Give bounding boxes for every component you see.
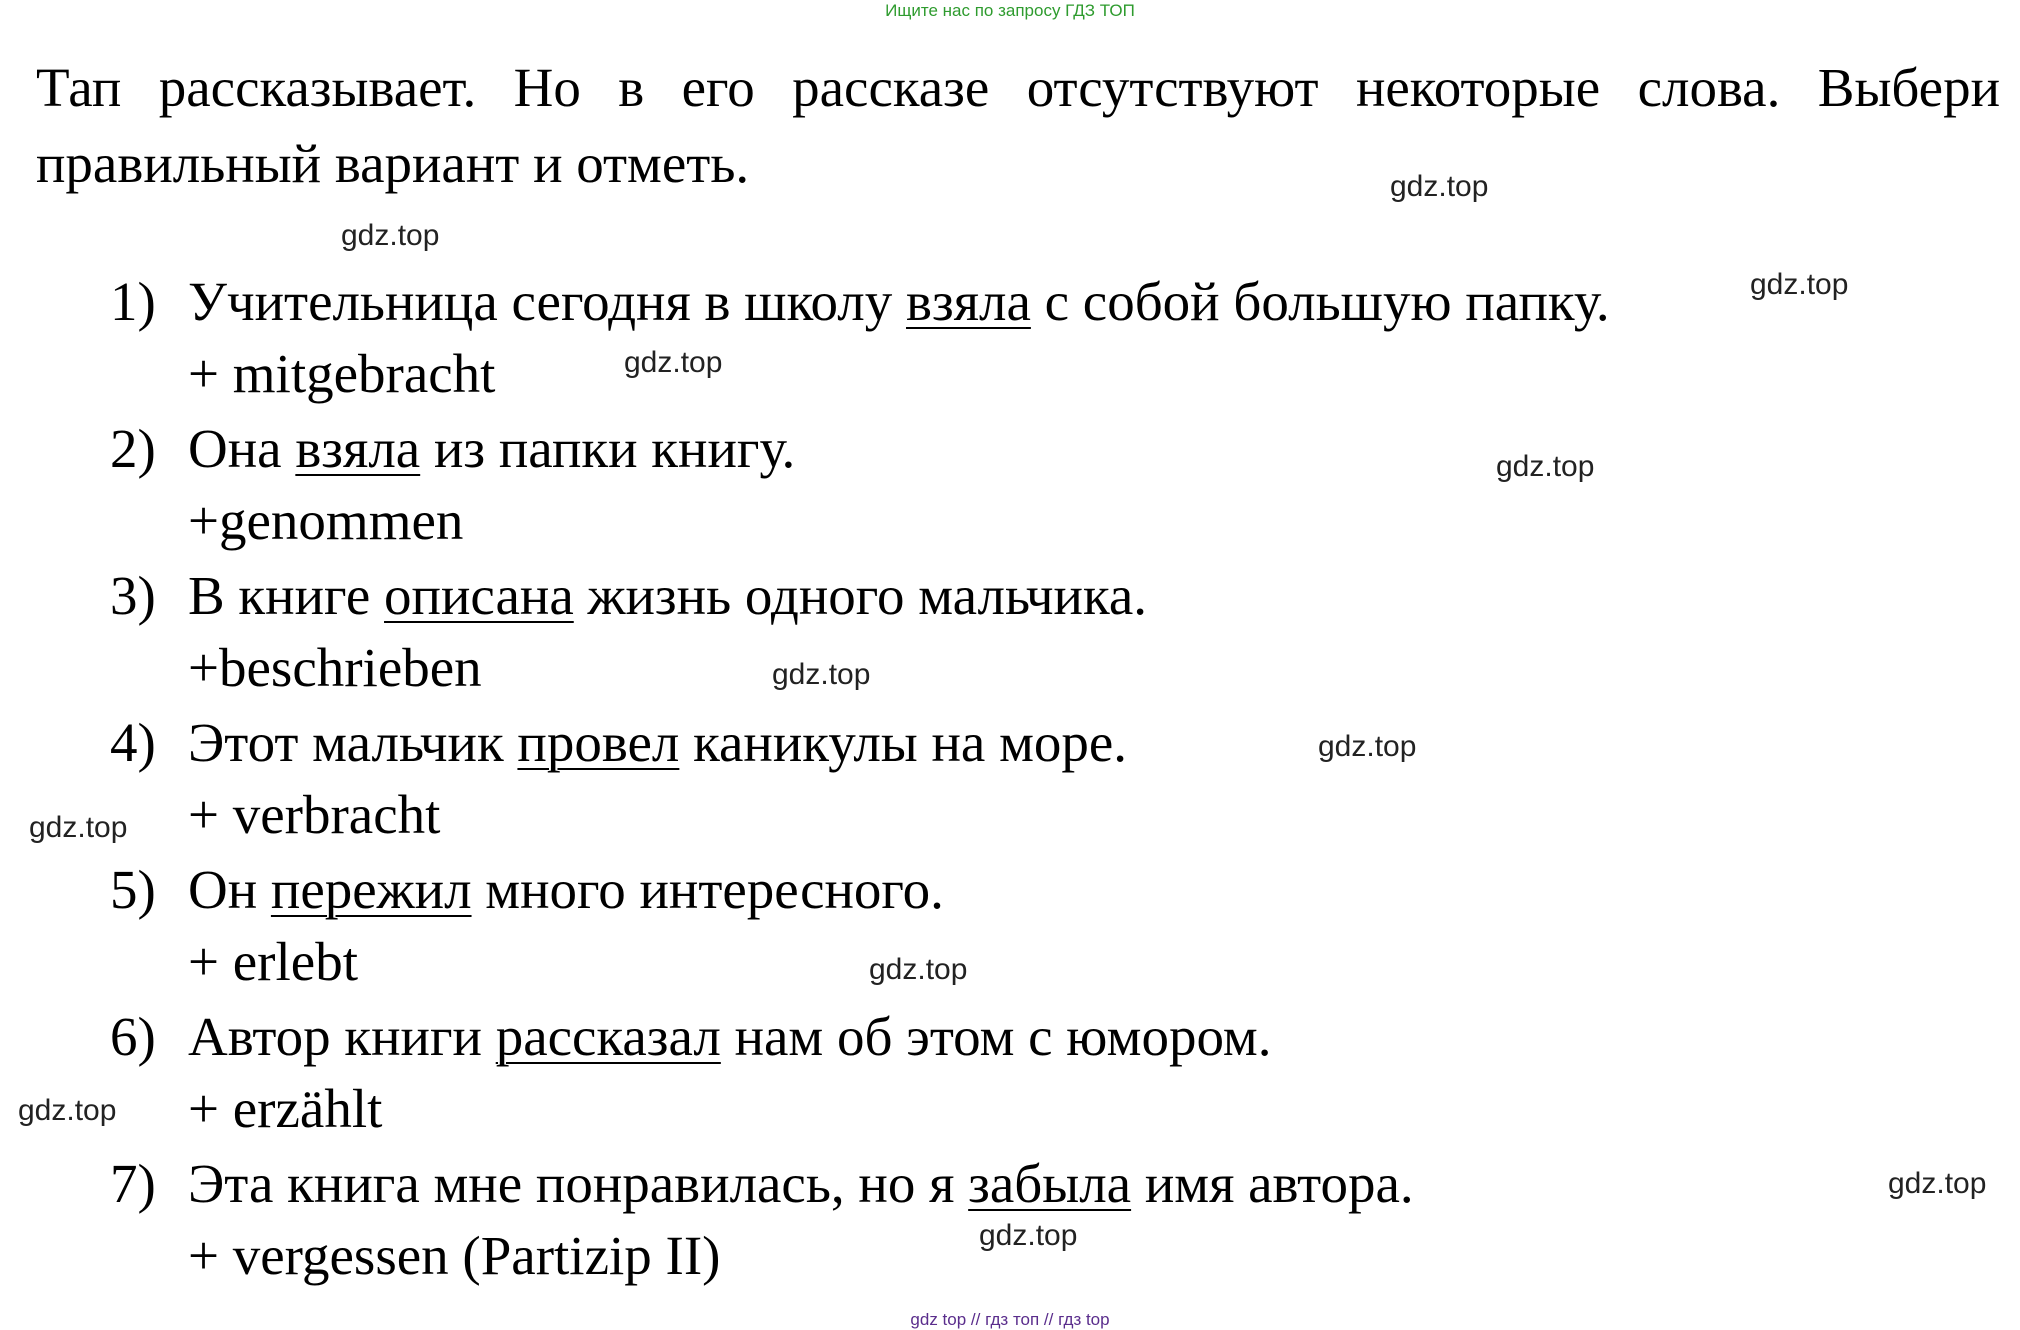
watermark: gdz.top xyxy=(1888,1167,1987,1200)
item-answer: +beschrieben xyxy=(188,637,482,698)
item-sentence: Он пережил много интересного. xyxy=(188,859,944,920)
item-sentence: Эта книга мне понравилась, но я забыла имя автора. xyxy=(188,1153,1414,1214)
item-number: 7) xyxy=(110,1153,156,1214)
item-sentence: Учительница сегодня в школу взяла с собой большую папку. xyxy=(188,271,1610,332)
watermark: gdz.top xyxy=(1390,170,1489,203)
item-answer: + mitgebracht xyxy=(188,343,496,404)
item-number: 1) xyxy=(110,271,156,332)
item-number: 3) xyxy=(110,565,156,626)
watermark: gdz.top xyxy=(1496,450,1595,483)
underlined-word: взяла xyxy=(295,418,421,479)
exercise-instruction: Тап рассказывает. Но в его рассказе отсутствуют некоторые слова. Выбери правильный вариант и отметь. xyxy=(36,57,2000,194)
item-sentence: В книге описана жизнь одного мальчика. xyxy=(188,565,1148,626)
watermark: gdz.top xyxy=(772,658,871,691)
underlined-word: рассказал xyxy=(495,1006,721,1067)
item-sentence: Она взяла из папки книгу. xyxy=(188,418,796,479)
header-note: Ищите нас по запросу ГДЗ ТОП xyxy=(885,1,1135,20)
watermark: gdz.top xyxy=(18,1094,117,1127)
underlined-word: провел xyxy=(517,712,680,773)
item-number: 5) xyxy=(110,859,156,920)
item-sentence: Этот мальчик провел каникулы на море. xyxy=(188,712,1128,773)
watermark: gdz.top xyxy=(624,346,723,379)
item-answer: + erzählt xyxy=(188,1078,383,1139)
underlined-word: взяла xyxy=(906,271,1031,332)
footer-note: gdz top // гдз топ // гдз top xyxy=(910,1310,1110,1329)
item-sentence: Автор книги рассказал нам об этом с юмором. xyxy=(188,1006,1272,1067)
item-answer: + erlebt xyxy=(188,931,358,992)
item-number: 4) xyxy=(110,712,156,773)
item-number: 2) xyxy=(110,418,156,479)
item-answer: + verbracht xyxy=(188,784,441,845)
item-answer: + vergessen (Partizip II) xyxy=(188,1225,721,1286)
watermark: gdz.top xyxy=(979,1219,1078,1252)
watermark: gdz.top xyxy=(1750,268,1849,301)
underlined-word: забыла xyxy=(968,1153,1132,1214)
watermark: gdz.top xyxy=(341,219,440,252)
item-number: 6) xyxy=(110,1006,156,1067)
item-answer: +genommen xyxy=(188,490,464,551)
watermark: gdz.top xyxy=(869,953,968,986)
underlined-word: пережил xyxy=(270,859,472,920)
underlined-word: описана xyxy=(384,565,574,626)
watermark: gdz.top xyxy=(1318,730,1417,763)
watermark: gdz.top xyxy=(29,811,128,844)
